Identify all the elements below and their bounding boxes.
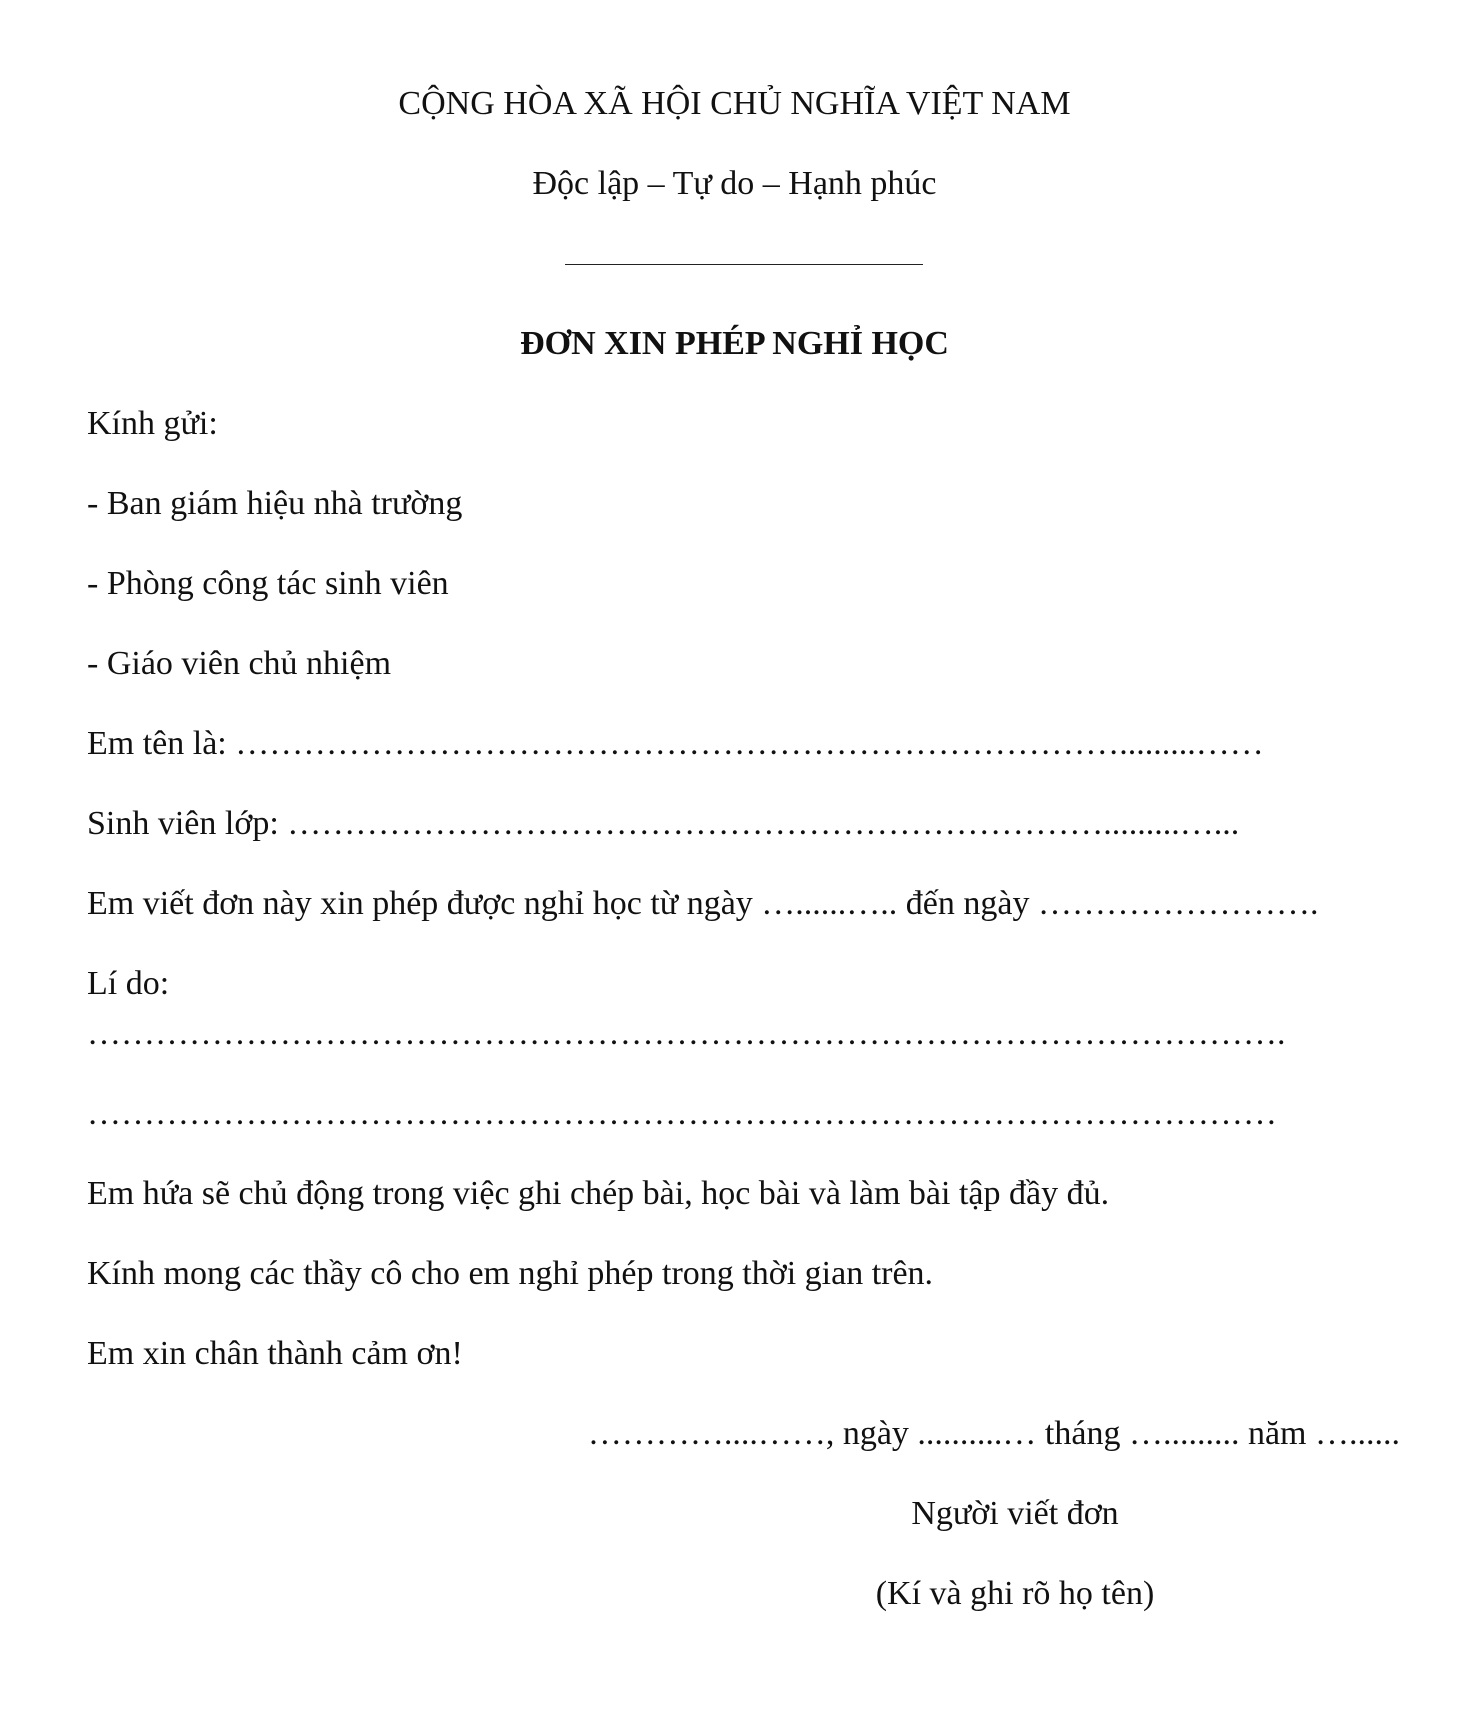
- signature-instruction: (Kí và ghi rõ họ tên): [875, 1575, 1155, 1612]
- national-motto: Độc lập – Tự do – Hạnh phúc: [532, 165, 937, 202]
- recipient-item: - Phòng công tác sinh viên: [87, 565, 449, 602]
- recipient-item: - Giáo viên chủ nhiệm: [87, 645, 392, 682]
- promise-text: Em hứa sẽ chủ động trong việc ghi chép bài, học bài và làm bài tập đầy đủ.: [87, 1175, 1110, 1212]
- signer-label: Người viết đơn: [911, 1495, 1119, 1532]
- recipient-item: - Ban giám hiệu nhà trường: [87, 485, 463, 522]
- date-range-field: Em viết đơn này xin phép được nghỉ học từ ngày …......….. đến ngày …………………….: [87, 885, 1319, 922]
- reason-label: Lí do:: [87, 965, 170, 1002]
- class-field: Sinh viên lớp: ……………………………………………………………….........…...: [87, 805, 1240, 842]
- header-divider: [565, 264, 923, 265]
- document-title: ĐƠN XIN PHÉP NGHỈ HỌC: [520, 325, 949, 362]
- reason-line: …………………………………………………………………………………………….: [87, 1015, 1286, 1052]
- signature-date-line: …………....……, ngày ..........… tháng …......... năm …......: [587, 1415, 1400, 1452]
- request-text: Kính mong các thầy cô cho em nghỉ phép trong thời gian trên.: [87, 1255, 934, 1292]
- name-field: Em tên là: …………………………………………………………………….........……: [87, 725, 1264, 762]
- national-title: CỘNG HÒA XÃ HỘI CHỦ NGHĨA VIỆT NAM: [398, 85, 1071, 122]
- reason-line: ……………………………………………………………………………………………: [87, 1095, 1277, 1132]
- recipient-label: Kính gửi:: [87, 405, 218, 442]
- thanks-text: Em xin chân thành cảm ơn!: [87, 1335, 463, 1372]
